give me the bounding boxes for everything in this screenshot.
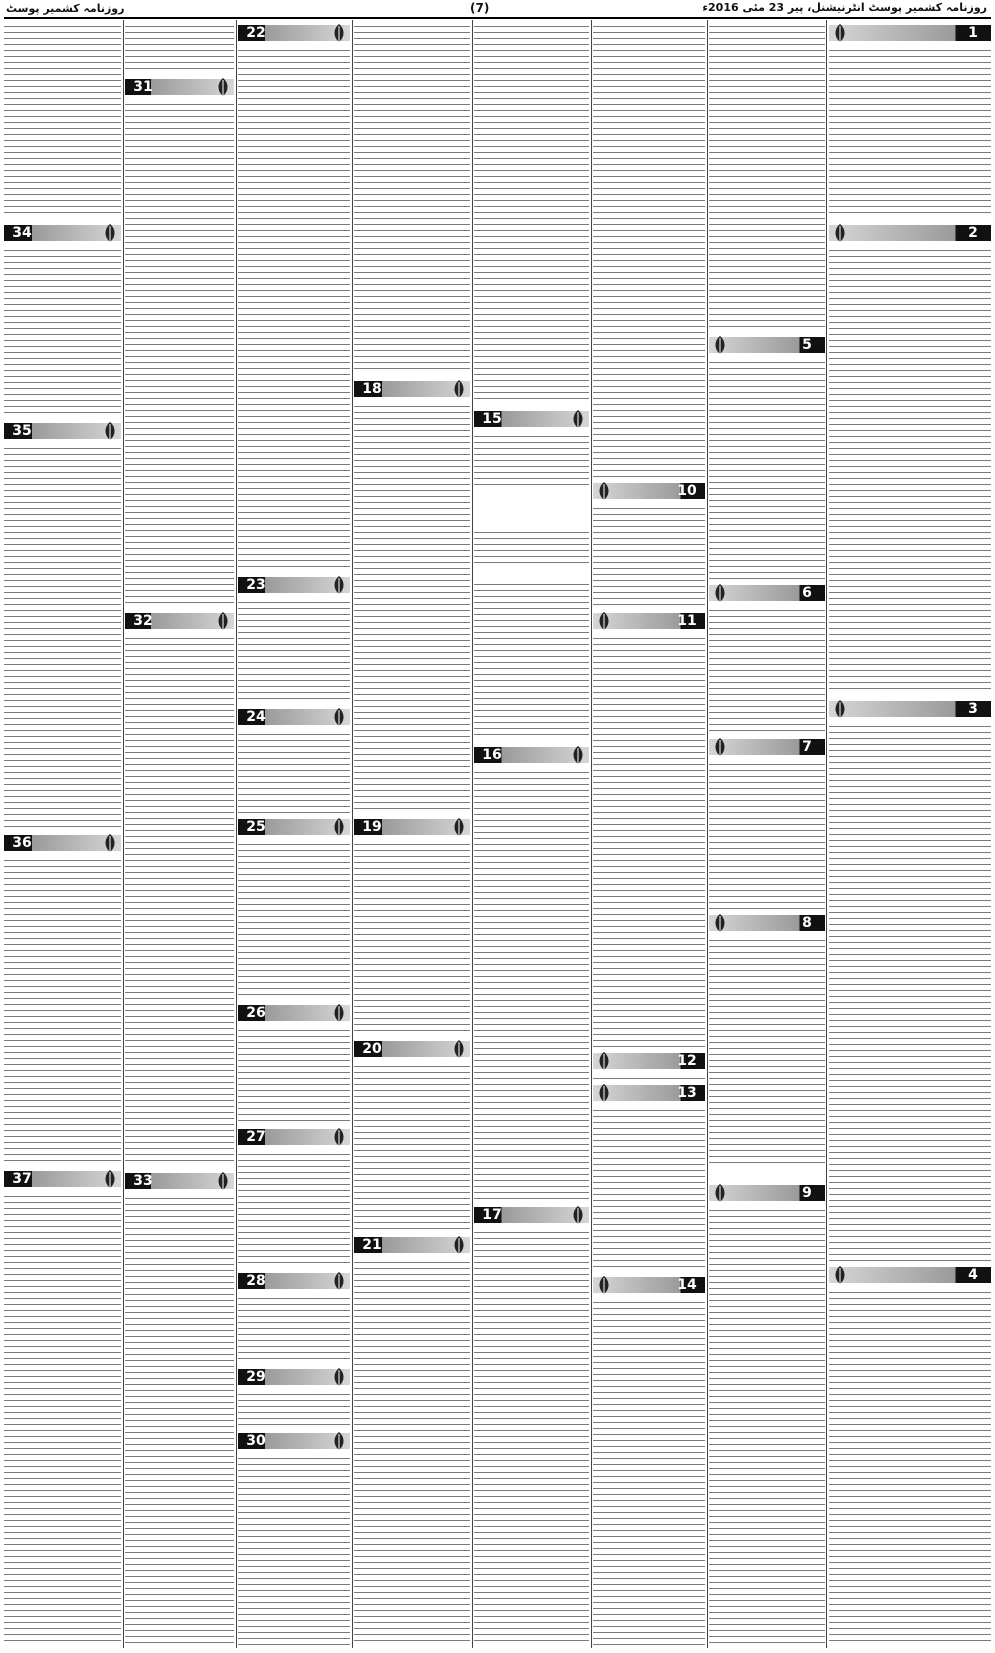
leaf-ornament-icon xyxy=(330,816,348,838)
article-body-15-b xyxy=(474,580,589,740)
leaf-ornament-icon xyxy=(595,1050,613,1072)
section-number: 12 xyxy=(677,1053,697,1069)
section-header-31 xyxy=(125,76,234,98)
article-body-prev-cont xyxy=(125,22,234,72)
article-body-9 xyxy=(709,1206,825,1646)
leaf-ornament-icon xyxy=(595,1274,613,1296)
column-rule xyxy=(472,20,473,1648)
section-header-27 xyxy=(238,1126,350,1148)
article-body-34 xyxy=(4,246,121,416)
section-number: 21 xyxy=(362,1237,382,1253)
section-header-35 xyxy=(4,420,121,442)
section-number: 36 xyxy=(12,835,32,851)
section-header-20 xyxy=(354,1038,470,1060)
masthead-rule xyxy=(4,17,991,19)
article-body-22 xyxy=(238,46,350,570)
column-h xyxy=(4,20,121,1648)
leaf-ornament-icon xyxy=(569,744,587,766)
whitespace xyxy=(474,490,589,526)
article-body-21 xyxy=(354,1258,470,1646)
section-header-17 xyxy=(474,1204,589,1226)
leaf-ornament-icon xyxy=(330,574,348,596)
article-body-14 xyxy=(593,1298,705,1646)
section-number: 7 xyxy=(802,739,812,755)
article-body-15-cont xyxy=(474,528,589,566)
leaf-ornament-icon xyxy=(450,1234,468,1256)
section-number: 15 xyxy=(482,411,502,427)
section-number: 28 xyxy=(246,1273,266,1289)
article-body-31 xyxy=(125,100,234,608)
section-number: 8 xyxy=(802,915,812,931)
article-body-27 xyxy=(238,1150,350,1268)
masthead xyxy=(0,0,995,18)
article-body-7 xyxy=(709,760,825,910)
column-f xyxy=(238,20,350,1648)
section-number: 25 xyxy=(246,819,266,835)
section-header-22 xyxy=(238,22,350,44)
leaf-ornament-icon xyxy=(711,1182,729,1204)
column-rule xyxy=(707,20,708,1648)
section-number: 29 xyxy=(246,1369,266,1385)
section-number: 13 xyxy=(677,1085,697,1101)
column-g xyxy=(125,20,234,1648)
leaf-ornament-icon xyxy=(450,378,468,400)
article-body-11 xyxy=(593,634,705,1048)
article-body-30 xyxy=(238,1454,350,1646)
article-body-25 xyxy=(238,840,350,1000)
section-header-30 xyxy=(238,1430,350,1452)
column-d xyxy=(474,20,589,1648)
column-b xyxy=(709,20,825,1648)
column-rule xyxy=(591,20,592,1648)
section-number: 14 xyxy=(677,1277,697,1293)
column-a xyxy=(829,20,991,1648)
article-body-13 xyxy=(593,1106,705,1272)
leaf-ornament-icon xyxy=(214,76,232,98)
section-header-36 xyxy=(4,832,121,854)
section-number: 17 xyxy=(482,1207,502,1223)
leaf-ornament-icon xyxy=(330,1270,348,1292)
section-header-34 xyxy=(4,222,121,244)
section-header-7 xyxy=(709,736,825,758)
leaf-ornament-icon xyxy=(831,222,849,244)
section-number: 31 xyxy=(133,79,153,95)
article-body-20 xyxy=(354,1062,470,1230)
article-body-17 xyxy=(474,1228,589,1646)
section-header-18 xyxy=(354,378,470,400)
section-number: 5 xyxy=(802,337,812,353)
column-rule xyxy=(123,20,124,1648)
section-header-8 xyxy=(709,912,825,934)
section-header-4 xyxy=(829,1264,991,1286)
article-body-prev-cont xyxy=(593,22,705,478)
section-number: 34 xyxy=(12,225,32,241)
leaf-ornament-icon xyxy=(595,480,613,502)
article-body-36 xyxy=(4,856,121,1166)
section-number: 20 xyxy=(362,1041,382,1057)
section-header-6 xyxy=(709,582,825,604)
section-header-37 xyxy=(4,1168,121,1190)
section-number: 1 xyxy=(968,25,978,41)
article-body-prev-cont xyxy=(354,22,470,374)
section-number: 2 xyxy=(968,225,978,241)
column-c xyxy=(593,20,705,1648)
leaf-ornament-icon xyxy=(831,698,849,720)
section-number: 24 xyxy=(246,709,266,725)
leaf-ornament-icon xyxy=(450,816,468,838)
article-body-8 xyxy=(709,936,825,1166)
section-header-12 xyxy=(593,1050,705,1072)
section-number: 19 xyxy=(362,819,382,835)
section-header-15 xyxy=(474,408,589,430)
column-e xyxy=(354,20,470,1648)
article-body-2 xyxy=(829,246,991,694)
leaf-ornament-icon xyxy=(569,1204,587,1226)
leaf-ornament-icon xyxy=(330,22,348,44)
section-header-28 xyxy=(238,1270,350,1292)
article-body-12 xyxy=(593,1074,705,1080)
leaf-ornament-icon xyxy=(831,1264,849,1286)
leaf-ornament-icon xyxy=(595,610,613,632)
section-number: 30 xyxy=(246,1433,266,1449)
article-body-35 xyxy=(4,444,121,828)
section-number: 9 xyxy=(802,1185,812,1201)
section-number: 3 xyxy=(968,701,978,717)
leaf-ornament-icon xyxy=(330,706,348,728)
column-rule xyxy=(352,20,353,1648)
article-body-10 xyxy=(593,504,705,606)
article-body-33 xyxy=(125,1194,234,1646)
section-header-24 xyxy=(238,706,350,728)
section-number: 32 xyxy=(133,613,153,629)
leaf-ornament-icon xyxy=(101,222,119,244)
leaf-ornament-icon xyxy=(595,1082,613,1104)
article-body-1-cont xyxy=(709,22,825,330)
leaf-ornament-icon xyxy=(711,582,729,604)
column-rule xyxy=(826,20,827,1648)
section-header-9 xyxy=(709,1182,825,1204)
section-header-29 xyxy=(238,1366,350,1388)
article-body-32 xyxy=(125,634,234,1166)
section-header-1 xyxy=(829,22,991,44)
leaf-ornament-icon xyxy=(711,334,729,356)
section-header-19 xyxy=(354,816,470,838)
article-body-4 xyxy=(829,1288,991,1646)
section-header-25 xyxy=(238,816,350,838)
article-body-18 xyxy=(354,402,470,812)
leaf-ornament-icon xyxy=(711,736,729,758)
masthead-right-title: روزنامہ کشمیر پوسٹ انٹرنیشنل، پیر 23 مئی 2016ء xyxy=(702,1,987,14)
section-number: 18 xyxy=(362,381,382,397)
leaf-ornament-icon xyxy=(214,1170,232,1192)
leaf-ornament-icon xyxy=(101,420,119,442)
article-body-prev-cont xyxy=(474,22,589,402)
section-number: 22 xyxy=(246,25,266,41)
article-body-16 xyxy=(474,768,589,1200)
leaf-ornament-icon xyxy=(330,1430,348,1452)
article-body-3 xyxy=(829,722,991,1262)
section-number: 16 xyxy=(482,747,502,763)
section-header-14 xyxy=(593,1274,705,1296)
section-number: 33 xyxy=(133,1173,153,1189)
leaf-ornament-icon xyxy=(831,22,849,44)
section-number: 26 xyxy=(246,1005,266,1021)
article-body-26 xyxy=(238,1026,350,1122)
leaf-ornament-icon xyxy=(214,610,232,632)
section-number: 37 xyxy=(12,1171,32,1187)
section-number: 27 xyxy=(246,1129,266,1145)
article-body-29 xyxy=(238,1390,350,1428)
section-number: 6 xyxy=(802,585,812,601)
section-number: 23 xyxy=(246,577,266,593)
section-header-10 xyxy=(593,480,705,502)
leaf-ornament-icon xyxy=(330,1126,348,1148)
article-body-prev-cont xyxy=(4,22,121,218)
section-header-13 xyxy=(593,1082,705,1104)
section-header-32 xyxy=(125,610,234,632)
section-header-23 xyxy=(238,574,350,596)
leaf-ornament-icon xyxy=(450,1038,468,1060)
masthead-left-title: روزنامہ کشمیر پوسٹ xyxy=(6,2,125,15)
section-header-3 xyxy=(829,698,991,720)
leaf-ornament-icon xyxy=(101,1168,119,1190)
section-header-5 xyxy=(709,334,825,356)
section-header-16 xyxy=(474,744,589,766)
article-body-5 xyxy=(709,358,825,580)
article-body-23 xyxy=(238,598,350,704)
section-number: 11 xyxy=(677,613,697,629)
article-body-1 xyxy=(829,46,991,218)
article-body-37 xyxy=(4,1192,121,1646)
article-body-19 xyxy=(354,840,470,1036)
leaf-ornament-icon xyxy=(330,1002,348,1024)
article-body-15 xyxy=(474,432,589,490)
section-header-33 xyxy=(125,1170,234,1192)
leaf-ornament-icon xyxy=(711,912,729,934)
article-body-24 xyxy=(238,730,350,814)
section-number: 10 xyxy=(677,483,697,499)
column-rule xyxy=(236,20,237,1648)
article-body-28 xyxy=(238,1294,350,1364)
section-number: 35 xyxy=(12,423,32,439)
leaf-ornament-icon xyxy=(101,832,119,854)
section-header-26 xyxy=(238,1002,350,1024)
page-number: (7) xyxy=(470,1,490,15)
leaf-ornament-icon xyxy=(330,1366,348,1388)
section-number: 4 xyxy=(968,1267,978,1283)
section-header-2 xyxy=(829,222,991,244)
section-header-11 xyxy=(593,610,705,632)
article-body-6 xyxy=(709,606,825,734)
section-header-21 xyxy=(354,1234,470,1256)
leaf-ornament-icon xyxy=(569,408,587,430)
